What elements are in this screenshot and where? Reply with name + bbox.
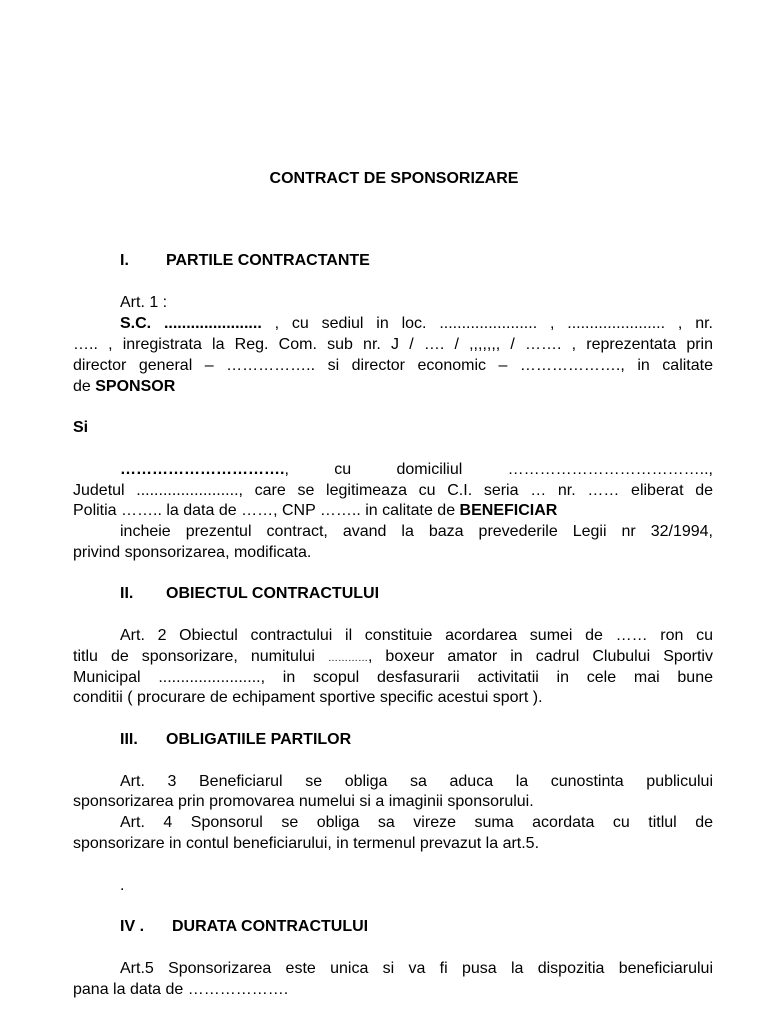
party2-line-4: incheie prezentul contract, avand la baza prevederile Legii nr 32/1994, [120, 523, 713, 540]
art2-line-2 [73, 647, 713, 670]
section-number: III. [120, 731, 138, 748]
athlete-name-placeholder: ………… [327, 653, 368, 664]
section-title: OBLIGATIILE PARTILOR [166, 731, 352, 748]
art3-line-2: sponsorizarea prin promovarea numelui si a imaginii sponsorului. [73, 793, 534, 810]
sponsor-role: SPONSOR [95, 378, 176, 395]
art2-line-2-text: titlu de sponsorizare, numitului [73, 648, 328, 665]
section-heading-3 [120, 730, 351, 750]
section-number: I. [120, 252, 129, 269]
art1-line-3: director general – …………….. si director economic – ………………., in calitate [73, 357, 713, 374]
party2-line-3-text: Politia …….. la data de ……, CNP …….. in calitate de [73, 502, 460, 519]
beneficiary-name-placeholder: …………………………. [120, 461, 285, 478]
conjunction-si: Si [73, 419, 89, 436]
document-title: CONTRACT DE SPONSORIZARE [269, 170, 519, 187]
art1-line-1 [120, 314, 713, 335]
party2-line-1 [120, 460, 713, 481]
art2-line-1: Art. 2 Obiectul contractului il constituie acordarea sumei de …… ron cu [120, 627, 713, 644]
art2-line-2-text-end: , boxeur amator in cadrul Clubului Sportiv [367, 648, 713, 665]
party2-line-2: Judetul ......................., care se legitimeaza cu C.I. seria … nr. …… eliberat de [73, 482, 713, 499]
art1-line-4-text: de [73, 378, 96, 395]
section-heading-4 [120, 917, 368, 937]
art5-line-1: Art.5 Sponsorizarea este unica si va fi pusa la dispozitia beneficiarului [120, 960, 713, 977]
section-title: PARTILE CONTRACTANTE [166, 252, 370, 269]
art4-line-1: Art. 4 Sponsorul se obliga sa vireze suma acordata cu titlul de [120, 814, 713, 831]
art2-line-4: conditii ( procurare de echipament sportive specific acestui sport ). [73, 689, 543, 706]
section-title: DURATA CONTRACTULUI [172, 918, 369, 935]
stray-dot: . [120, 877, 125, 894]
art1-line-2: ….. , inregistrata la Reg. Com. sub nr. J / …. / ,,,,,,, / ……. , reprezentata prin [73, 336, 713, 353]
section-title: OBIECTUL CONTRACTULUI [166, 585, 380, 602]
section-heading-1 [120, 251, 370, 271]
party2-line-1-text: , cu domiciliul ……………………………….., [284, 461, 713, 478]
art1-line-4 [73, 377, 713, 398]
art1-line-1-text: , cu sediul in loc. ...................... , ...................... , nr. [261, 315, 713, 332]
party2-line-5: privind sponsorizarea, modificata. [73, 544, 312, 561]
art2-line-3: Municipal ......................., in scopul desfasurarii activitatii in cele mai bune [73, 669, 713, 686]
art3-line-1: Art. 3 Beneficiarul se obliga sa aduca la cunostinta publicului [120, 773, 713, 790]
section-number: II. [120, 585, 134, 602]
beneficiary-role: BENEFICIAR [459, 502, 558, 519]
art5-line-2: pana la data de ………………. [73, 981, 289, 998]
section-heading-2 [120, 584, 379, 604]
art4-line-2: sponsorizare in contul beneficiarului, in termenul prevazut la art.5. [73, 835, 540, 852]
party2-line-3 [73, 501, 713, 522]
company-name-placeholder: S.C. ...................... [120, 315, 262, 332]
section-number: IV . [120, 918, 145, 935]
art1-label: Art. 1 : [120, 294, 168, 311]
